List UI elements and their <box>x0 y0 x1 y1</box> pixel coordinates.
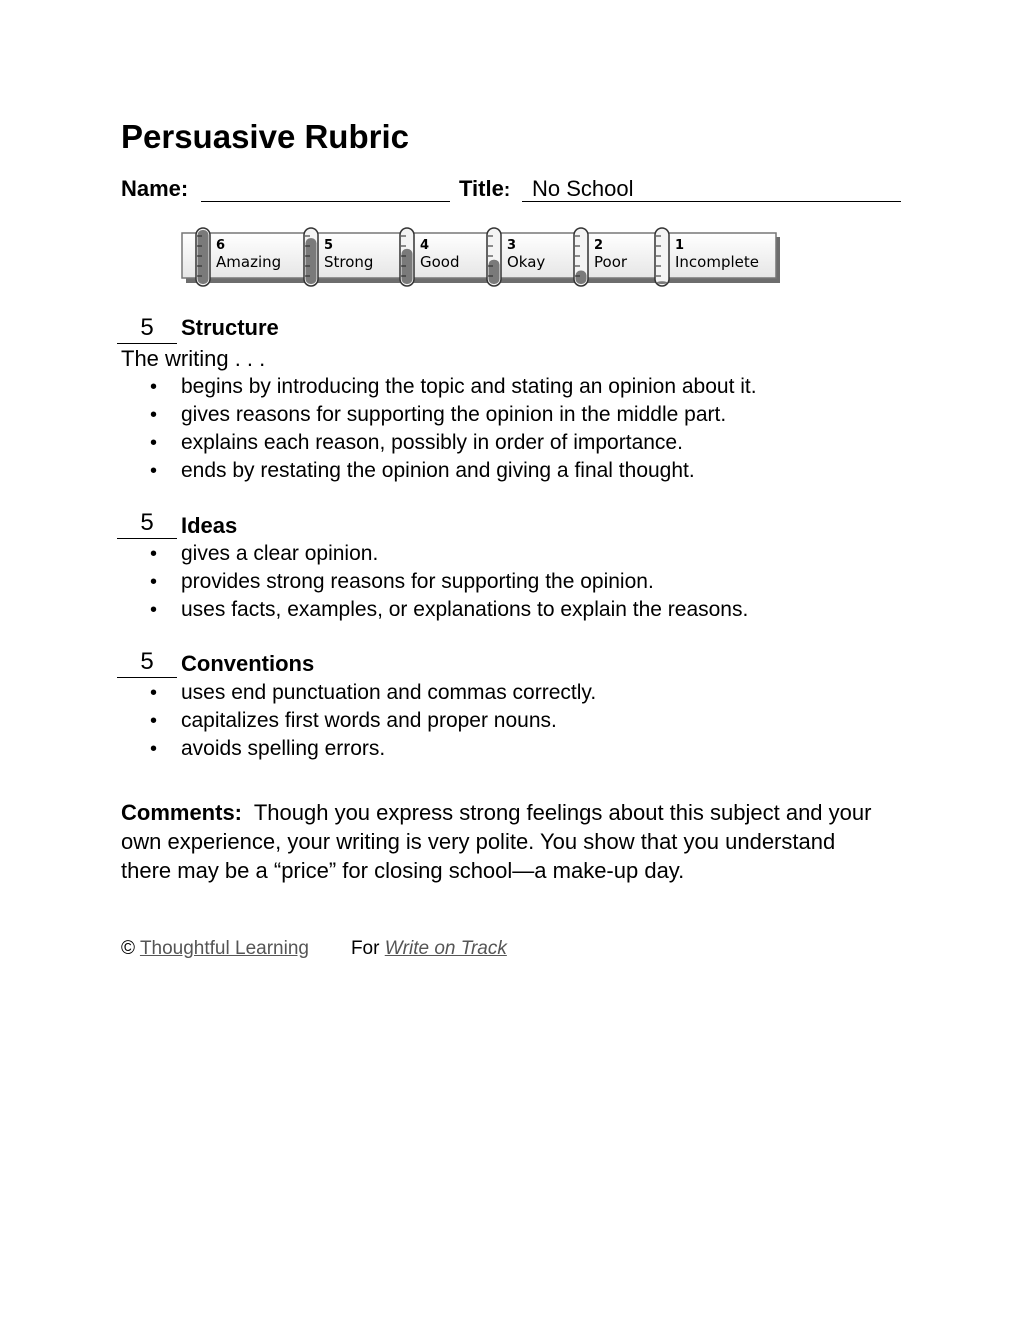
rating-scale <box>176 224 786 292</box>
structure-score[interactable]: 5 <box>117 314 177 344</box>
scale-label: Good <box>420 253 460 271</box>
scale-number: 4 <box>420 238 430 253</box>
conventions-title: Conventions <box>181 651 315 676</box>
list-item: • ends by restating the opinion and giving a final thought. <box>150 457 757 485</box>
book-link[interactable]: Write on Track <box>384 938 507 959</box>
scale-label: Poor <box>594 253 628 271</box>
bullet-icon: • <box>150 543 158 565</box>
comments-label: Comments: <box>121 800 243 825</box>
title-value: No School <box>532 176 634 201</box>
for-label: For <box>350 938 380 959</box>
ideas-score[interactable]: 5 <box>117 509 177 539</box>
structure-title: Structure <box>181 315 279 340</box>
list-item: • gives a clear opinion. <box>150 540 748 568</box>
tube-fill <box>306 238 317 284</box>
list-item: • begins by introducing the topic and stating an opinion about it. <box>150 373 757 401</box>
bullet-icon: • <box>150 599 158 621</box>
bullet-icon: • <box>150 738 158 760</box>
scale-label: Strong <box>324 253 374 271</box>
list-item: • gives reasons for supporting the opinion in the middle part. <box>150 401 757 429</box>
tube-fill <box>576 271 587 285</box>
bullet-icon: • <box>150 404 158 426</box>
list-item: • capitalizes first words and proper nouns. <box>150 707 596 735</box>
header-fields <box>121 174 901 208</box>
list-item: • uses facts, examples, or explanations to explain the reasons. <box>150 596 748 624</box>
structure-criteria <box>150 373 757 485</box>
title-label: Title: <box>459 176 511 201</box>
footer <box>121 938 507 960</box>
conventions-criteria <box>150 679 596 763</box>
page-title: Persuasive Rubric <box>121 118 409 155</box>
scale-number: 5 <box>324 238 334 253</box>
bullet-icon: • <box>150 460 158 482</box>
bullet-icon: • <box>150 432 158 454</box>
test-tube-icon <box>655 228 669 286</box>
name-label: Name: <box>121 176 189 201</box>
scale-label: Okay <box>507 253 546 271</box>
list-item: • explains each reason, possibly in order of importance. <box>150 429 757 457</box>
bullet-icon: • <box>150 710 158 732</box>
scale-number: 2 <box>594 238 604 253</box>
ideas-title: Ideas <box>181 513 238 538</box>
title-field[interactable] <box>522 176 901 202</box>
name-field[interactable] <box>201 201 450 202</box>
bullet-icon: • <box>150 376 158 398</box>
comments <box>121 798 891 885</box>
list-item: • uses end punctuation and commas correctly. <box>150 679 596 707</box>
comments-text: Though you express strong feelings about this subject and your own experience, your writing is very polite. You show that you understand there may be a “price” for closing school—a make-up day. <box>121 800 872 883</box>
conventions-score[interactable]: 5 <box>117 648 177 678</box>
bullet-icon: • <box>150 571 158 593</box>
copyright-symbol: © <box>121 938 135 959</box>
scale-number: 1 <box>675 238 685 253</box>
scale-label: Incomplete <box>675 253 759 271</box>
list-item: • avoids spelling errors. <box>150 735 596 763</box>
structure-intro: The writing . . . <box>121 346 266 371</box>
bullet-icon: • <box>150 682 158 704</box>
scale-number: 6 <box>216 238 226 253</box>
scale-label: Amazing <box>216 253 282 271</box>
tube-fill <box>657 281 668 284</box>
scale-number: 3 <box>507 238 517 253</box>
publisher-link[interactable]: Thoughtful Learning <box>139 938 309 959</box>
ideas-criteria <box>150 540 748 624</box>
tube-fill <box>489 260 500 284</box>
list-item: • provides strong reasons for supporting the opinion. <box>150 568 748 596</box>
